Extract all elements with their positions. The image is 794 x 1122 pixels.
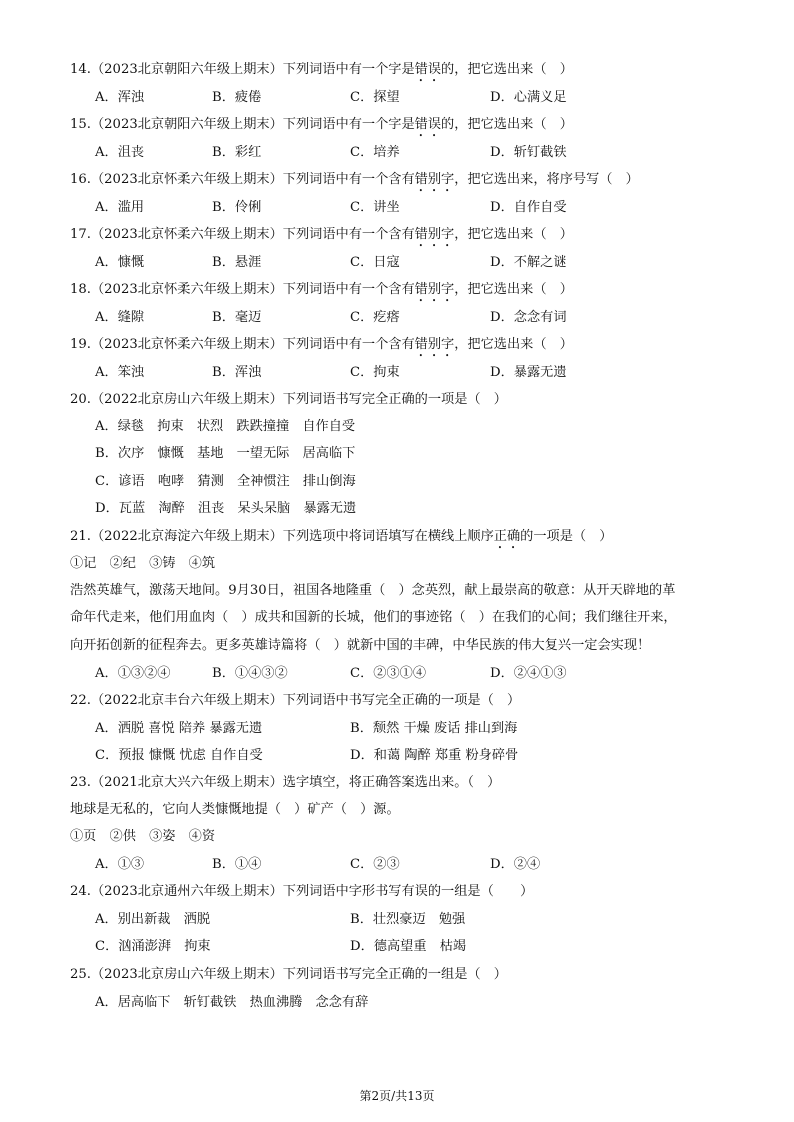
option-d[interactable]: D．德高望重 枯竭 [350,939,467,954]
option-a[interactable]: A．别出新裁 洒脱 [95,912,211,927]
question-23-choices: ①页 ②供 ③姿 ④资 [70,829,216,844]
option-d[interactable]: D．②④①③ [490,666,567,681]
option-a[interactable]: A．①③ [95,857,145,872]
question-21-passage-line: 浩然英雄气，激荡天地间。9月30日，祖国各地隆重（ ）念英烈，献上最崇高的敬意：从开天辟地的革 [70,583,676,598]
option-d[interactable]: D．心满义足 [490,90,567,105]
emphasis-mark: 错别字 [414,282,455,297]
emphasis-mark: 错误 [414,62,442,77]
emphasis-mark: 正确 [493,529,521,544]
option-b[interactable]: B．①④③② [212,666,288,681]
question-14-stem: 14.（2023北京朝阳六年级上期末）下列词语中有一个字是错误的，把它选出来（ ） [70,62,573,77]
option-a[interactable]: A．浑浊 [95,90,145,105]
question-16-stem: 16.（2023北京怀柔六年级上期末）下列词语中有一个含有错别字，把它选出来，将序号写（ ） [70,172,639,187]
emphasis-mark: 错别字 [414,172,455,187]
question-21-choices: ①记 ②纪 ③铸 ④筑 [70,556,216,571]
option-c[interactable]: C．日寇 [350,255,400,270]
option-c[interactable]: C．探望 [350,90,400,105]
question-15-stem: 15.（2023北京朝阳六年级上期末）下列词语中有一个字是错误的，把它选出来（ ） [70,117,573,132]
question-21-stem: 21.（2022北京海淀六年级上期末）下列选项中将词语填写在横线上顺序正确的一项是（ ） [70,529,613,544]
option-b[interactable]: B．壮烈豪迈 勉强 [350,912,466,927]
question-24-stem: 24.（2023北京通州六年级上期末）下列词语中字形书写有误的一组是（ ） [70,884,534,899]
option-d[interactable]: D．和蔼 陶醉 郑重 粉身碎骨 [350,748,519,763]
option-d[interactable]: D．不解之谜 [490,255,567,270]
question-21-passage-line: 命年代走来，他们用血肉（ ）成共和国新的长城，他们的事迹铭（ ）在我们的心间；我们继往开来， [70,610,677,625]
question-19-stem: 19.（2023北京怀柔六年级上期末）下列词语中有一个含有错别字，把它选出来（ ） [70,337,573,352]
option-b[interactable]: B．毫迈 [212,310,262,325]
question-21-passage-line: 向开拓创新的征程奔去。更多英雄诗篇将（ ）就新中国的丰碑，中华民族的伟大复兴一定会实现！ [70,638,651,653]
option-d[interactable]: D．斩钉截铁 [490,145,567,160]
option-a[interactable]: A．笨浊 [95,365,145,380]
option-a[interactable]: A．①③②④ [95,666,171,681]
option-a[interactable]: A．慷慨 [95,255,145,270]
option-c[interactable]: C．疙瘩 [350,310,400,325]
option-b[interactable]: B．彩红 [212,145,262,160]
option-d[interactable]: D．自作自受 [490,200,567,215]
option-a[interactable]: A．洒脱 喜悦 陪养 暴露无遗 [95,721,263,736]
option-c[interactable]: C．讲坐 [350,200,400,215]
option-c[interactable]: C．谚语 咆哮 猜测 全神惯注 排山倒海 [95,474,356,489]
option-b[interactable]: B．伶俐 [212,200,262,215]
option-a[interactable]: A．滥用 [95,200,145,215]
option-d[interactable]: D．暴露无遗 [490,365,567,380]
question-18-stem: 18.（2023北京怀柔六年级上期末）下列词语中有一个含有错别字，把它选出来（ ） [70,282,573,297]
option-a[interactable]: A．居高临下 斩钉截铁 热血沸腾 念念有辞 [95,995,369,1010]
option-d[interactable]: D．念念有词 [490,310,567,325]
option-b[interactable]: B．颓然 干燥 废话 排山到海 [350,721,518,736]
option-d[interactable]: D．②④ [490,857,541,872]
question-23-stem: 23.（2021北京大兴六年级上期末）选字填空，将正确答案选出来。（ ） [70,775,501,790]
emphasis-mark: 错别字 [414,227,455,242]
option-b[interactable]: B．悬涯 [212,255,262,270]
question-23-passage: 地球是无私的，它向人类慷慨地提（ ）矿产（ ）源。 [70,802,400,817]
option-c[interactable]: C．②③①④ [350,666,427,681]
option-c[interactable]: C．汹涌澎湃 拘束 [95,939,211,954]
option-a[interactable]: A．绿毯 拘束 状烈 跌跌撞撞 自作自受 [95,419,356,434]
question-17-stem: 17.（2023北京怀柔六年级上期末）下列词语中有一个含有错别字，把它选出来（ ） [70,227,573,242]
question-22-stem: 22.（2022北京丰台六年级上期末）下列词语中书写完全正确的一项是（ ） [70,693,521,708]
emphasis-mark: 错误 [414,117,442,132]
option-a[interactable]: A．缝隙 [95,310,145,325]
option-b[interactable]: B．次序 慷慨 基地 一望无际 居高临下 [95,446,356,461]
question-25-stem: 25.（2023北京房山六年级上期末）下列词语书写完全正确的一组是（ ） [70,967,507,982]
option-b[interactable]: B．疲倦 [212,90,262,105]
option-c[interactable]: C．②③ [350,857,400,872]
option-a[interactable]: A．沮丧 [95,145,145,160]
option-c[interactable]: C．培养 [350,145,400,160]
page-number: 第2页/共13页 [359,1089,435,1103]
option-c[interactable]: C．预报 慷慨 忧虑 自作自受 [95,748,263,763]
question-20-stem: 20.（2022北京房山六年级上期末）下列词语书写完全正确的一项是（ ） [70,392,507,407]
option-d[interactable]: D．瓦蓝 淘醉 沮丧 呆头呆脑 暴露无遗 [95,501,357,516]
option-b[interactable]: B．①④ [212,857,262,872]
emphasis-mark: 错别字 [414,337,455,352]
option-c[interactable]: C．拘束 [350,365,400,380]
option-b[interactable]: B．浑浊 [212,365,262,380]
